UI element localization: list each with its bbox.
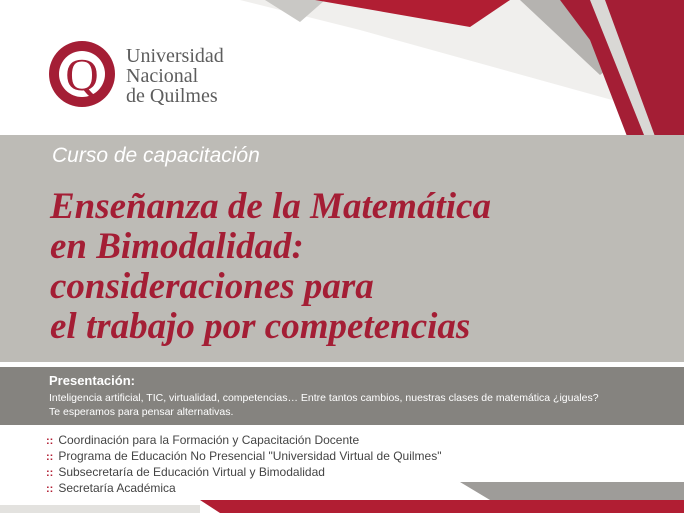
bottom-light-strip [0, 505, 200, 513]
presentation-line-2: Te esperamos para pensar alternativas. [49, 406, 234, 418]
course-title-line-4: el trabajo por competencias [50, 306, 471, 347]
bullet-icon: :: [46, 467, 54, 479]
credit-text: Programa de Educación No Presencial "Universidad Virtual de Quilmes" [58, 449, 442, 463]
bullet-icon: :: [46, 483, 54, 495]
bullet-icon: :: [46, 435, 54, 447]
bottom-red-stripe [200, 500, 684, 513]
university-logo [46, 38, 246, 118]
credit-item [46, 481, 441, 497]
credit-item [46, 449, 441, 465]
course-title [50, 187, 670, 347]
logo-letter: Q [65, 49, 99, 100]
credits-list [46, 433, 441, 497]
credit-item [46, 433, 441, 449]
credit-text: Subsecretaría de Educación Virtual y Bimodalidad [58, 465, 325, 479]
credit-item [46, 465, 441, 481]
presentation-heading: Presentación: [49, 373, 135, 388]
university-name-line-2: Nacional [126, 65, 199, 87]
presentation-text [49, 391, 669, 419]
course-subtitle: Curso de capacitación [52, 144, 260, 167]
university-name-line-1: Universidad [126, 45, 224, 67]
university-name [126, 46, 224, 106]
course-title-line-2: en Bimodalidad: [50, 226, 304, 267]
presentation-line-1: Inteligencia artificial, TIC, virtualidad, competencias… Entre tantos cambios, nuestras clases de matemática ¿iguales? [49, 392, 599, 404]
course-title-line-1: Enseñanza de la Matemática [50, 186, 491, 227]
credit-text: Coordinación para la Formación y Capacitación Docente [58, 433, 360, 447]
q-emblem-icon [46, 38, 122, 114]
course-title-line-3: consideraciones para [50, 266, 374, 307]
bottom-gray-wedge [460, 482, 684, 500]
university-name-line-3: de Quilmes [126, 85, 218, 107]
bullet-icon: :: [46, 451, 54, 463]
credit-text: Secretaría Académica [58, 481, 176, 495]
